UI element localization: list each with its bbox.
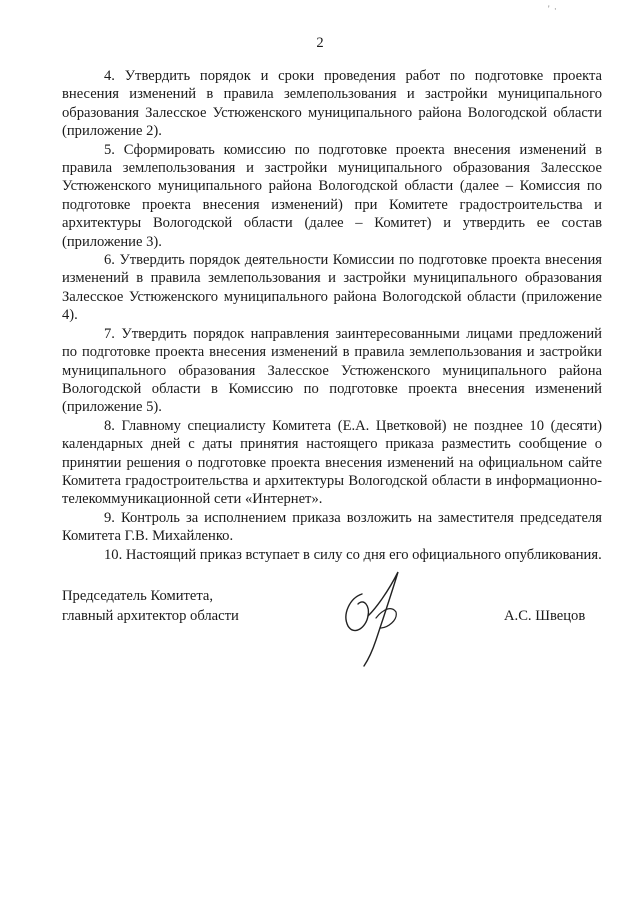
signatory-position-line2: главный архитектор области — [62, 608, 239, 624]
paragraph-item-10: 10. Настоящий приказ вступает в силу со дня его официального опубликования. — [104, 546, 602, 563]
page-number: 2 — [316, 35, 324, 51]
paragraph-item-4: 4. Утвердить порядок и сроки проведения работ по подготовке проекта внесения изменений в правила землепользования и застройки муниципального образования Залесское Устюженского муниципального района Вологодской области (приложение 2). — [62, 68, 602, 140]
document-body — [62, 67, 602, 564]
signatory-position — [62, 586, 239, 626]
signatory-position-line1: Председатель Комитета, — [62, 588, 214, 604]
paragraph-item-8: 8. Главному специалисту Комитета (Е.А. Цветковой) не позднее 10 (десяти) календарных дней с даты принятия настоящего приказа разместить сообщение о принятии решения о подготовке проекта внесения изменений на официальном сайте Комитета градостроительства и архитектуры Вологодской области в информационно-телекоммуникационной сети «Интернет». — [62, 417, 602, 508]
signatory-name: А.С. Швецов — [504, 608, 586, 624]
paragraph-item-7: 7. Утвердить порядок направления заинтересованными лицами предложений по подготовке проекта внесения изменений в правила землепользования и застройки муниципального образования Залесское Устюженского муниципального района Вологодской области в Комиссию по подготовке проекта внесения изменений (приложение 5). — [62, 325, 602, 416]
paragraph-item-6: 6. Утвердить порядок деятельности Комиссии по подготовке проекта внесения изменений в правила землепользования и застройки муниципального образования Залесское Устюженского муниципального района Вологодской области (приложение 4). — [62, 252, 602, 324]
signature-block — [62, 586, 602, 666]
handwritten-signature-icon — [332, 558, 422, 668]
paragraph-item-9: 9. Контроль за исполнением приказа возложить на заместителя председателя Комитета Г.В. Михайленко. — [62, 509, 602, 545]
paragraph-item-5: 5. Сформировать комиссию по подготовке проекта внесения изменений в правила землепользования и застройки муниципального образования Залесское Устюженского муниципального района Вологодской области (далее – Комиссия по подготовке проекта внесения изменений) при Комитете градостроительства и архитектуры Вологодской области (далее – Комитет) и утвердить ее состав (приложение 3). — [62, 141, 602, 250]
corner-mark: ' · — [548, 4, 558, 14]
